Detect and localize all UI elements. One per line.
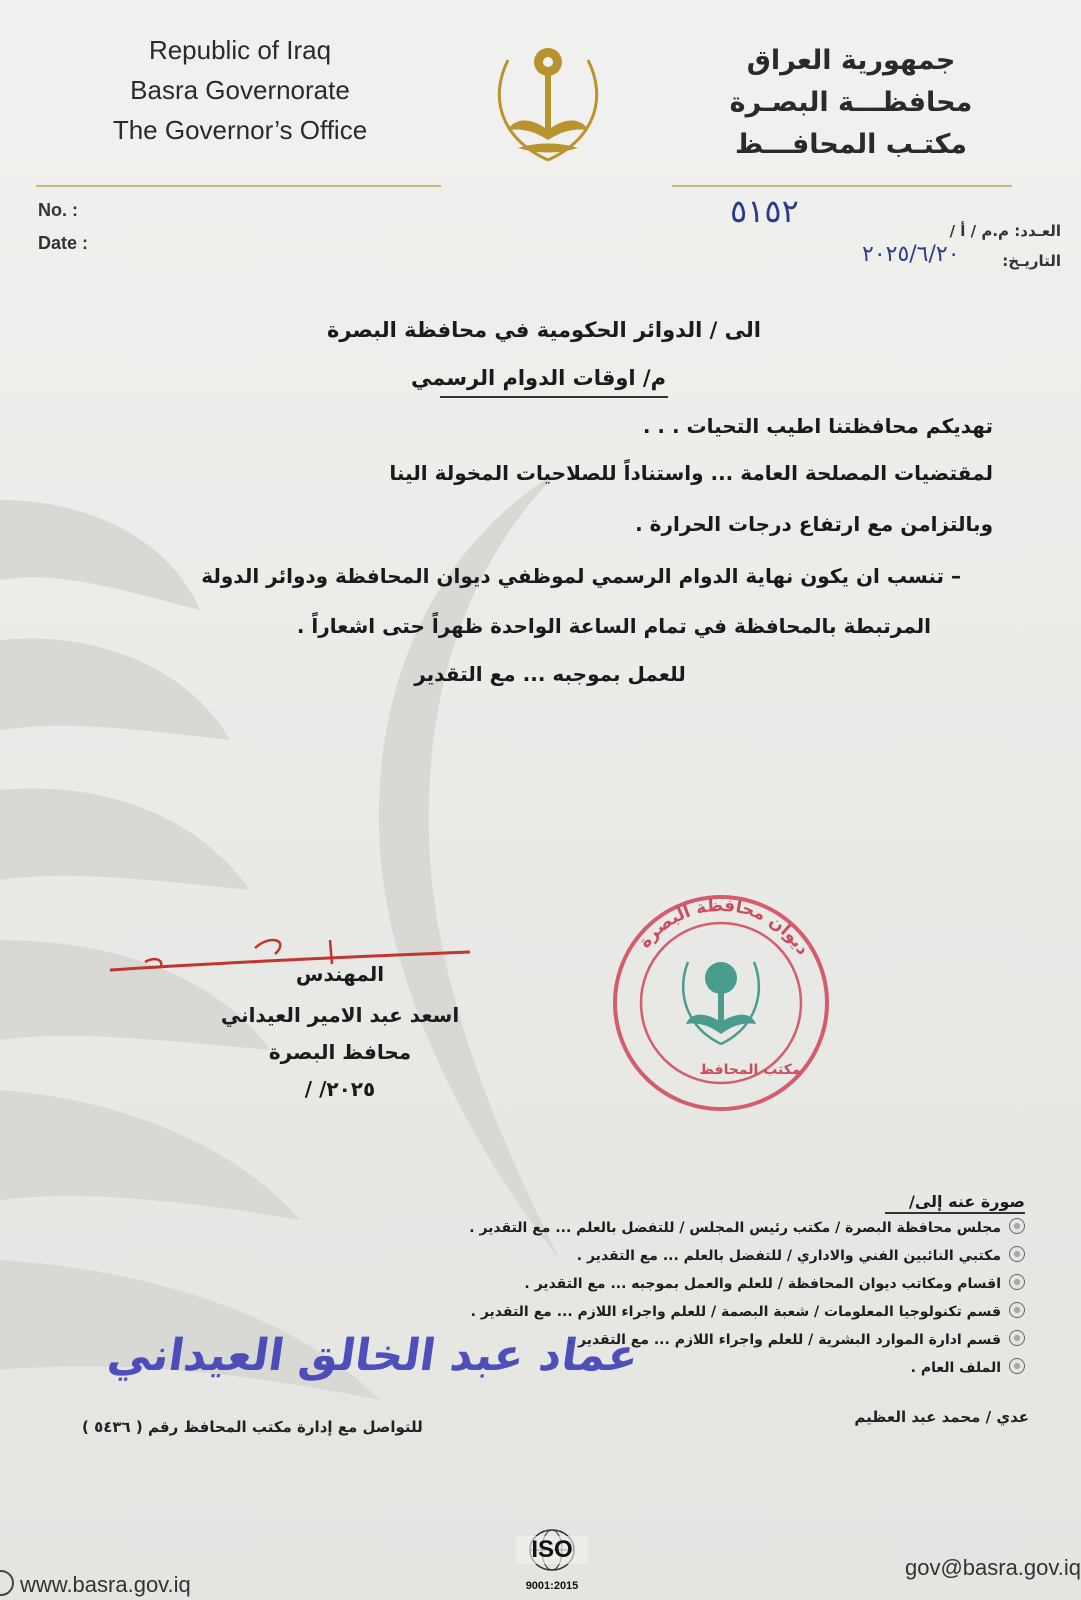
- contact-note: للتواصل مع إدارة مكتب المحافظ رقم ( ٥٤٣٦ ): [82, 1418, 423, 1436]
- iso-badge: [516, 1520, 588, 1596]
- signature-date: / /٢٠٢٥: [304, 1077, 376, 1101]
- globe-icon: [0, 1570, 14, 1596]
- typist-line: عدي / محمد عبد العظيم: [854, 1408, 1029, 1426]
- gold-emblem-icon: [478, 30, 618, 170]
- header-ar-line-1: جمهورية العراق: [746, 45, 956, 76]
- stamp-ring-text: ديوان محافظة البصرة: [634, 895, 813, 959]
- cc-title-underline: [885, 1212, 1025, 1214]
- blue-signature: عماد عبد الخالق العيداني: [104, 1330, 642, 1381]
- cc-bullet-icon: [1009, 1218, 1025, 1234]
- letter-bullet-1-cont: المرتبطة بالمحافظة في تمام الساعة الواحدة ظهراً حتى اشعاراً .: [296, 614, 931, 638]
- header-arabic: [701, 40, 1001, 166]
- header-en-line-2: Basra Governorate: [130, 75, 350, 105]
- header-en-line-3: The Governor’s Office: [112, 115, 368, 145]
- handwritten-number: ٥١٥٢: [730, 192, 799, 230]
- letter-paragraph-2: وبالتزامن مع ارتفاع درجات الحرارة .: [635, 512, 993, 536]
- signature-name: اسعد عبد الامير العيداني: [220, 1003, 460, 1027]
- letter-subject: م/ اوقات الدوام الرسمي: [411, 366, 666, 390]
- cc-item: مكتبي النائبين الفني والاداري / للتفضل بالعلم ... مع التقدير .: [577, 1246, 1025, 1264]
- footer-email[interactable]: gov@basra.gov.iq: [904, 1555, 1081, 1580]
- stamp-center-text: مكتب المحافظ: [699, 1062, 801, 1078]
- cc-title: صورة عنه إلى/: [909, 1192, 1025, 1211]
- header-ar-line-3: مكتـب المحافـــظ: [734, 129, 968, 160]
- date-label-ar: التاريـخ:: [1002, 252, 1061, 270]
- number-label-en: No. :: [38, 200, 78, 220]
- cc-bullet-icon: [1009, 1302, 1025, 1318]
- cc-bullet-icon: [1009, 1274, 1025, 1290]
- signature-title: المهندس: [295, 962, 385, 986]
- cc-item: اقسام ومكاتب ديوان المحافظة / للعلم والعمل بموجبه ... مع التقدير .: [524, 1274, 1025, 1292]
- cc-item: قسم تكنولوجيا المعلومات / شعبة البصمة / للعلم واجراء اللازم ... مع التقدير .: [471, 1302, 1025, 1320]
- cc-bullet-icon: [1009, 1358, 1025, 1374]
- handwritten-date: ٢٠٢٥/٦/٢٠: [862, 242, 960, 267]
- iso-code: 9001:2015: [525, 1580, 579, 1592]
- letter-closing: للعمل بموجبه ... مع التقدير: [414, 662, 686, 686]
- header-divider-right: [672, 185, 1012, 187]
- subject-underline: [440, 396, 668, 398]
- letter-bullet-1: – تنسب ان يكون نهاية الدوام الرسمي لموظفي ديوان المحافظة ودوائر الدولة: [201, 564, 961, 588]
- letter-greeting: تهديكم محافظتنا اطيب التحيات . . .: [642, 414, 993, 438]
- cc-bullet-icon: [1009, 1246, 1025, 1262]
- cc-item: قسم ادارة الموارد البشرية / للعلم واجراء اللازم ... مع التقدير .: [568, 1330, 1025, 1348]
- header-divider-left: [36, 185, 441, 187]
- header-ar-line-2: محافظـــة البصـرة: [729, 87, 973, 118]
- iso-label: ISO: [516, 1536, 588, 1564]
- cc-item: الملف العام .: [911, 1358, 1025, 1376]
- letter-recipient: الى / الدوائر الحكومية في محافظة البصرة: [327, 318, 761, 342]
- header-english: [90, 30, 390, 150]
- number-label-ar: العـدد: م.م / أ /: [949, 222, 1061, 240]
- date-label-en: Date :: [38, 233, 89, 253]
- cc-item: مجلس محافظة البصرة / مكتب رئيس المجلس / للتفضل بالعلم ... مع التقدير .: [469, 1218, 1025, 1236]
- footer-website[interactable]: www.basra.gov.iq: [0, 1570, 191, 1598]
- signature-position: محافظ البصرة: [268, 1040, 412, 1064]
- official-stamp-icon: [610, 892, 832, 1114]
- header-en-line-1: Republic of Iraq: [148, 35, 332, 65]
- letter-paragraph-1: لمقتضيات المصلحة العامة ... واستناداً للصلاحيات المخولة الينا: [389, 461, 993, 485]
- cc-bullet-icon: [1009, 1330, 1025, 1346]
